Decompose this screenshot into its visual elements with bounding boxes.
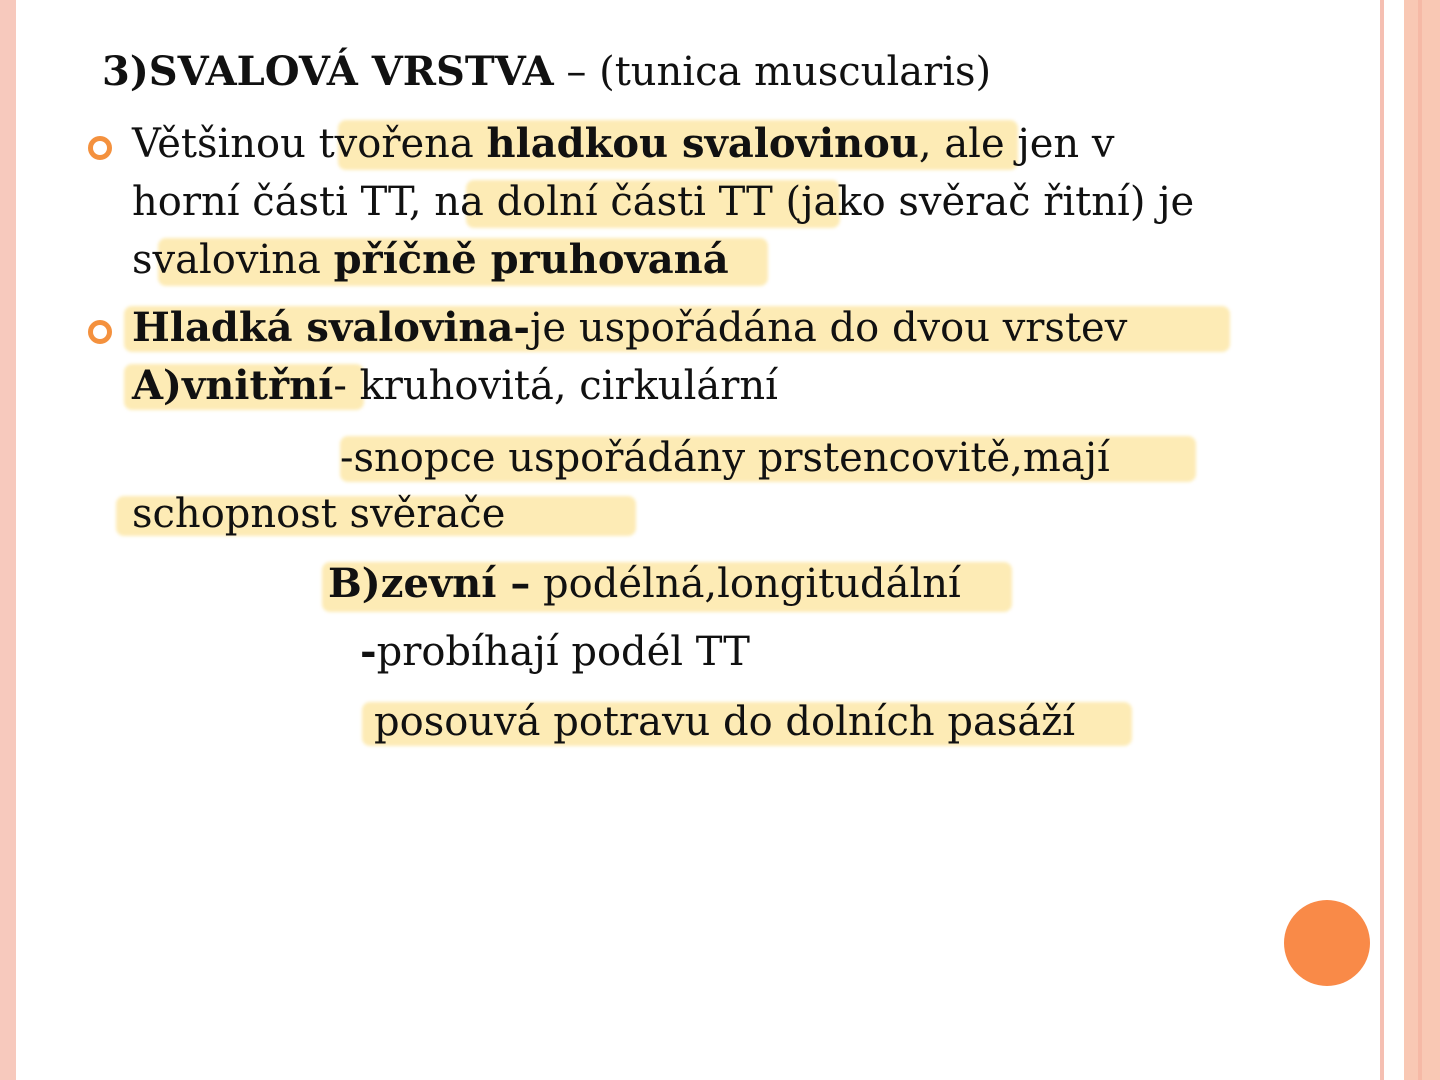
bullet2-line [132, 300, 1127, 356]
outer-layer-desc1 [360, 624, 750, 680]
slide-frame-right-line [1380, 0, 1384, 1080]
inner-layer-label: A)vnitřní [132, 362, 334, 409]
slide-frame-right-band [1404, 0, 1440, 1080]
bullet-marker-icon [88, 320, 112, 344]
bullet1-line3 [132, 232, 729, 288]
title-bold: 3)SVALOVÁ VRSTVA [102, 48, 554, 95]
bullet-marker-icon [88, 136, 112, 160]
outer-layer-label: B)zevní – [328, 560, 531, 607]
title-rest: – (tunica muscularis) [553, 49, 992, 95]
inner-layer-desc2: schopnost svěrače [132, 491, 506, 537]
emphasis: příčně pruhovaná [333, 236, 729, 283]
text: - kruhovitá, cirkulární [333, 363, 778, 409]
text: podélná,longitudální [530, 561, 961, 607]
slide-title [102, 44, 991, 100]
outer-layer-desc2: posouvá potravu do dolních pasáží [374, 699, 1076, 745]
emphasis: hladkou svalovinou [486, 120, 919, 167]
dash: - [360, 628, 377, 675]
text: probíhají podél TT [376, 629, 750, 675]
text: svalovina [132, 237, 334, 283]
accent-dot [1284, 900, 1370, 986]
outer-layer-line [328, 556, 961, 612]
inner-layer-line [132, 358, 778, 414]
text: , ale jen v [918, 121, 1115, 167]
bullet1-line1 [132, 116, 1115, 172]
text: je uspořádána do dvou vrstev [530, 305, 1128, 351]
text: Většinou tvořena [132, 121, 487, 167]
slide-frame-right-inner-line [1418, 0, 1422, 1080]
emphasis: Hladká svalovina- [132, 304, 531, 351]
slide-frame-left [0, 0, 16, 1080]
inner-layer-desc1: -snopce uspořádány prstencovitě,mají [340, 435, 1110, 481]
bullet1-line2: horní části TT, na dolní části TT (jako svěrač řitní) je [132, 179, 1195, 225]
